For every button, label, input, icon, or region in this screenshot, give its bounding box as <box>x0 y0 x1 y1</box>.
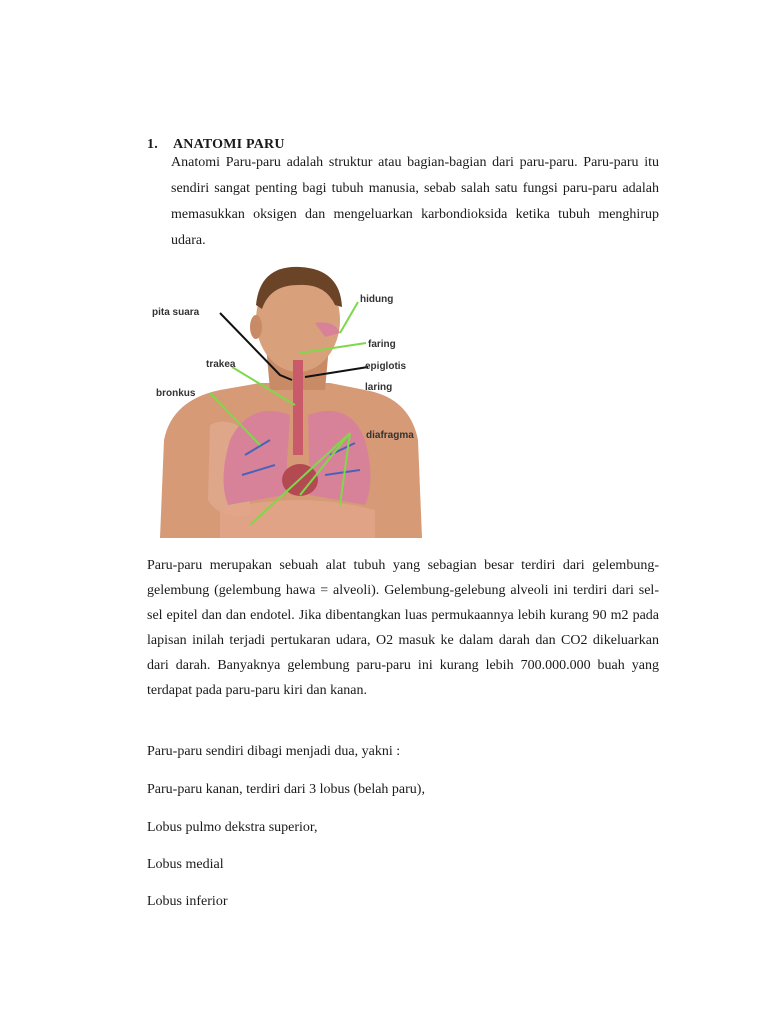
section-title: ANATOMI PARU <box>173 137 285 152</box>
section-number: 1. <box>147 137 158 152</box>
list-intro-line: Paru-paru sendiri dibagi menjadi dua, yakni : <box>147 744 401 759</box>
label-pita-suara: pita suara <box>152 307 200 318</box>
anatomy-illustration <box>150 265 435 538</box>
list-line-inferior: Lobus inferior <box>147 894 228 909</box>
label-diafragma: diafragma <box>366 430 414 441</box>
label-hidung: hidung <box>360 294 394 305</box>
list-line-medial: Lobus medial <box>147 857 224 872</box>
label-epiglotis: epiglotis <box>365 361 407 372</box>
label-faring: faring <box>368 339 396 350</box>
intro-text: Anatomi Paru-paru adalah struktur atau bagian-bagian dari paru-paru. Paru-paru itu sendiri sangat penting bagi tubuh manusia, sebab salah satu fungsi paru-paru adalah memasukkan oksigen dan mengeluarkan karbondioksida ketika tubuh menghirup udara. <box>171 155 659 248</box>
body-paragraph-text: Paru-paru merupakan sebuah alat tubuh yang sebagian besar terdiri dari gelembung-gelembung (gelembung hawa = alveoli). Gelembung-gelebung alveoli ini terdiri dari sel-sel epitel dan dan endotel. Jika dibentangkan luas permukaannya lebih kurang 90 m2 pada lapisan inilah terjadi pertukaran udara, O2 masuk ke dalam darah dan CO2 dikeluarkan dari darah. Banyaknya gelembung paru-paru ini kurang lebih 700.000.000 buah yang terdapat pada paru-paru kiri dan kanan. <box>147 558 659 698</box>
respiratory-anatomy-figure <box>150 265 435 538</box>
intro-paragraph <box>171 150 659 254</box>
list-line-right-lung: Paru-paru kanan, terdiri dari 3 lobus (belah paru), <box>147 782 425 797</box>
label-trakea: trakea <box>206 359 236 370</box>
body-paragraph <box>147 553 659 703</box>
list-line-superior: Lobus pulmo dekstra superior, <box>147 820 318 835</box>
label-bronkus: bronkus <box>156 388 196 399</box>
label-laring: laring <box>365 382 393 393</box>
